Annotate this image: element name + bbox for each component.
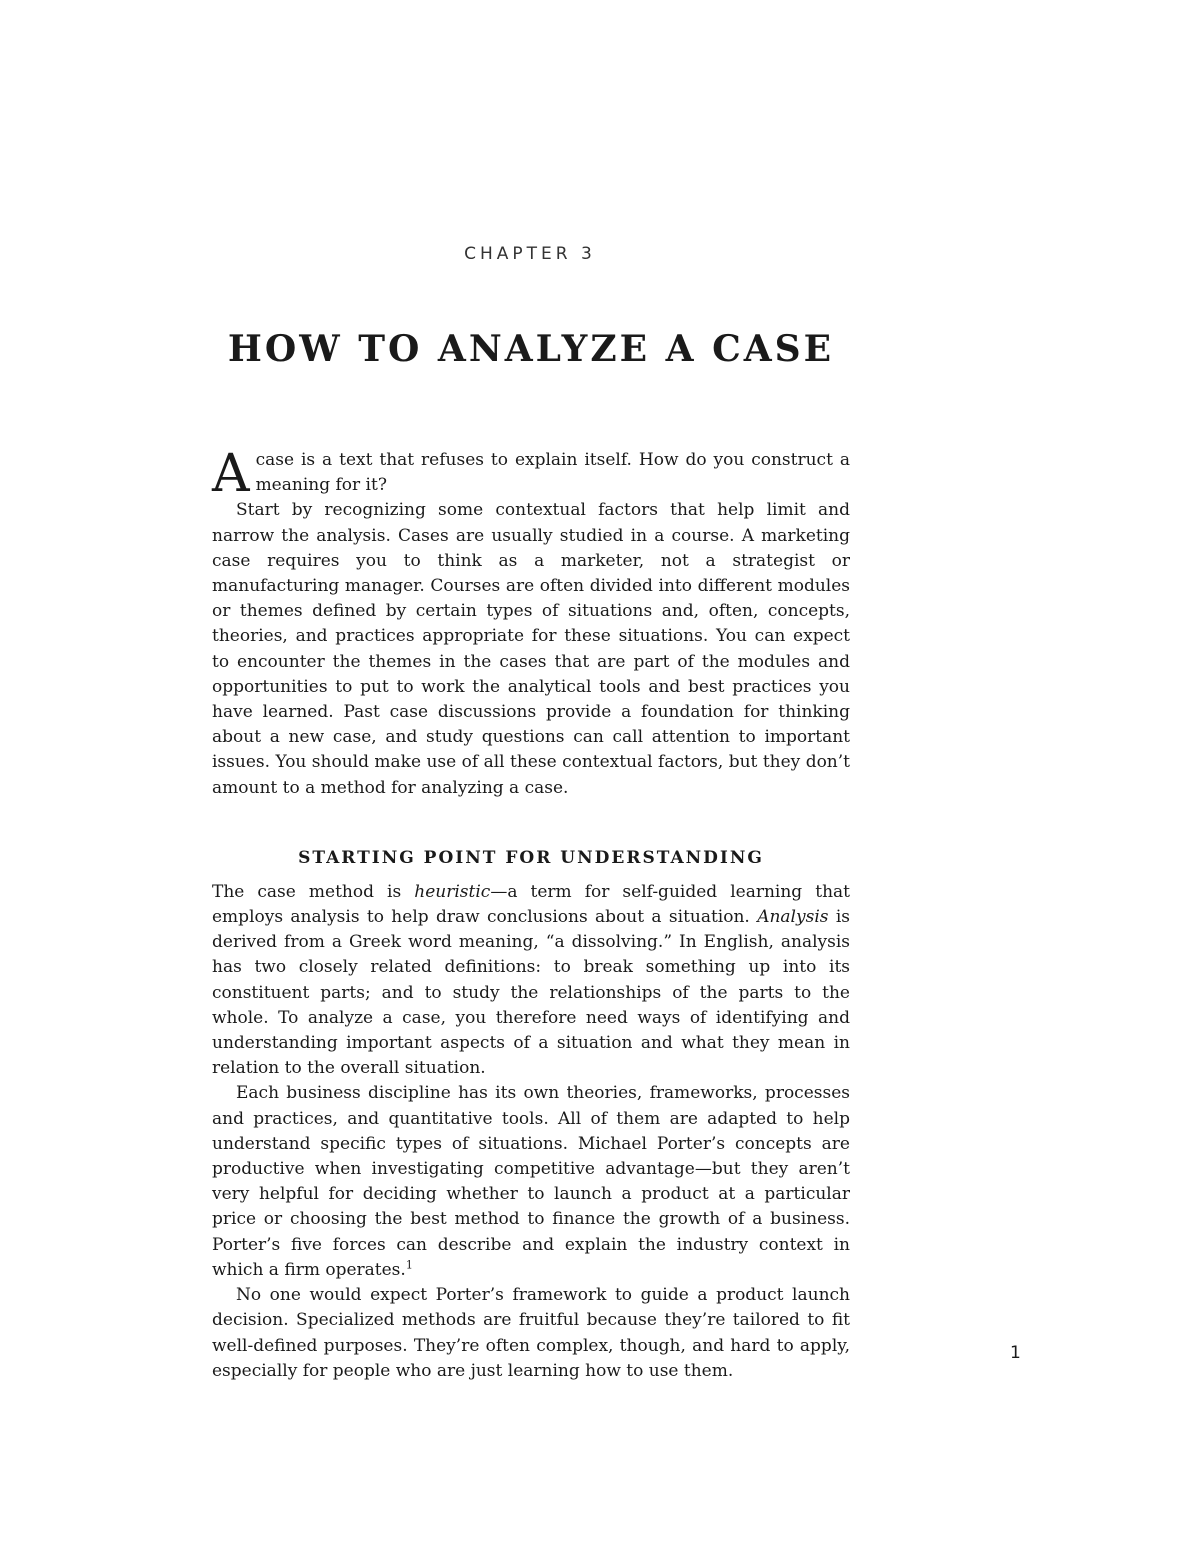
term-analysis: Analysis — [757, 907, 829, 928]
body-text — [212, 444, 850, 1384]
footnote-reference[interactable]: 1 — [405, 1258, 413, 1272]
section-paragraph-1-text-c: is derived from a Greek word meaning, “a dissolving.” In English, analysis has two closely related definitions: to break something up into its constituent parts; and to study the relationships of the parts to the whole. To analyze a case, you therefore need ways of identifying and understanding important aspects of a situation and what they mean in relation to the overall situation. — [212, 907, 850, 1079]
section-paragraph-3: No one would expect Porter’s framework to guide a product launch decision. Specialized methods are fruitful because they’re tailored to fit well-defined purposes. They’re often complex, though, and hard to apply, especially for people who are just learning how to use them. — [212, 1285, 850, 1381]
section-paragraph-2-text: Each business discipline has its own theories, frameworks, processes and practices, and quantitative tools. All of them are adapted to help understand specific types of situations. Michael Porter’s concepts are productive when investigating competitive advantage—but they aren’t very helpful for deciding whether to launch a product at a particular price or choosing the best method to finance the growth of a business. Porter’s five forces can describe and explain the industry context in which a firm operates. — [212, 1083, 850, 1280]
chapter-title: HOW TO ANALYZE A CASE — [227, 328, 835, 370]
page-number: 1 — [1010, 1343, 1021, 1363]
section-paragraph-2 — [212, 1081, 850, 1283]
section-paragraph-1 — [212, 880, 850, 1082]
intro-paragraph-1 — [212, 444, 850, 504]
drop-cap: A — [212, 444, 250, 504]
section-heading: STARTING POINT FOR UNDERSTANDING — [298, 847, 764, 868]
intro-paragraph-2: Start by recognizing some contextual factors that help limit and narrow the analysis. Cases are usually studied in a course. A marketing case requires you to think as a marketer, not a strategist or manufacturing manager. Courses are often divided into different modules or themes defined by certain types of situations and, often, concepts, theories, and practices appropriate for these situations. You can expect to encounter the themes in the cases that are part of the modules and opportunities to put to work the analytical tools and best practices you have learned. Past case discussions provide a foundation for thinking about a new case, and study questions can call attention to important issues. You should make use of all these contextual factors, but they don’t amount to a method for analyzing a case. — [212, 500, 850, 798]
section-paragraph-1-text-a: The case method is — [212, 881, 415, 902]
chapter-label: CHAPTER 3 — [464, 244, 596, 264]
term-heuristic: heuristic — [414, 881, 491, 902]
intro-paragraph-1-text: case is a text that refuses to explain itself. How do you construct a meaning for it? — [255, 450, 850, 496]
section-paragraph-1-text-b: —a term for self-guided learning that employs analysis to help draw conclusions about a situation. — [212, 881, 850, 928]
